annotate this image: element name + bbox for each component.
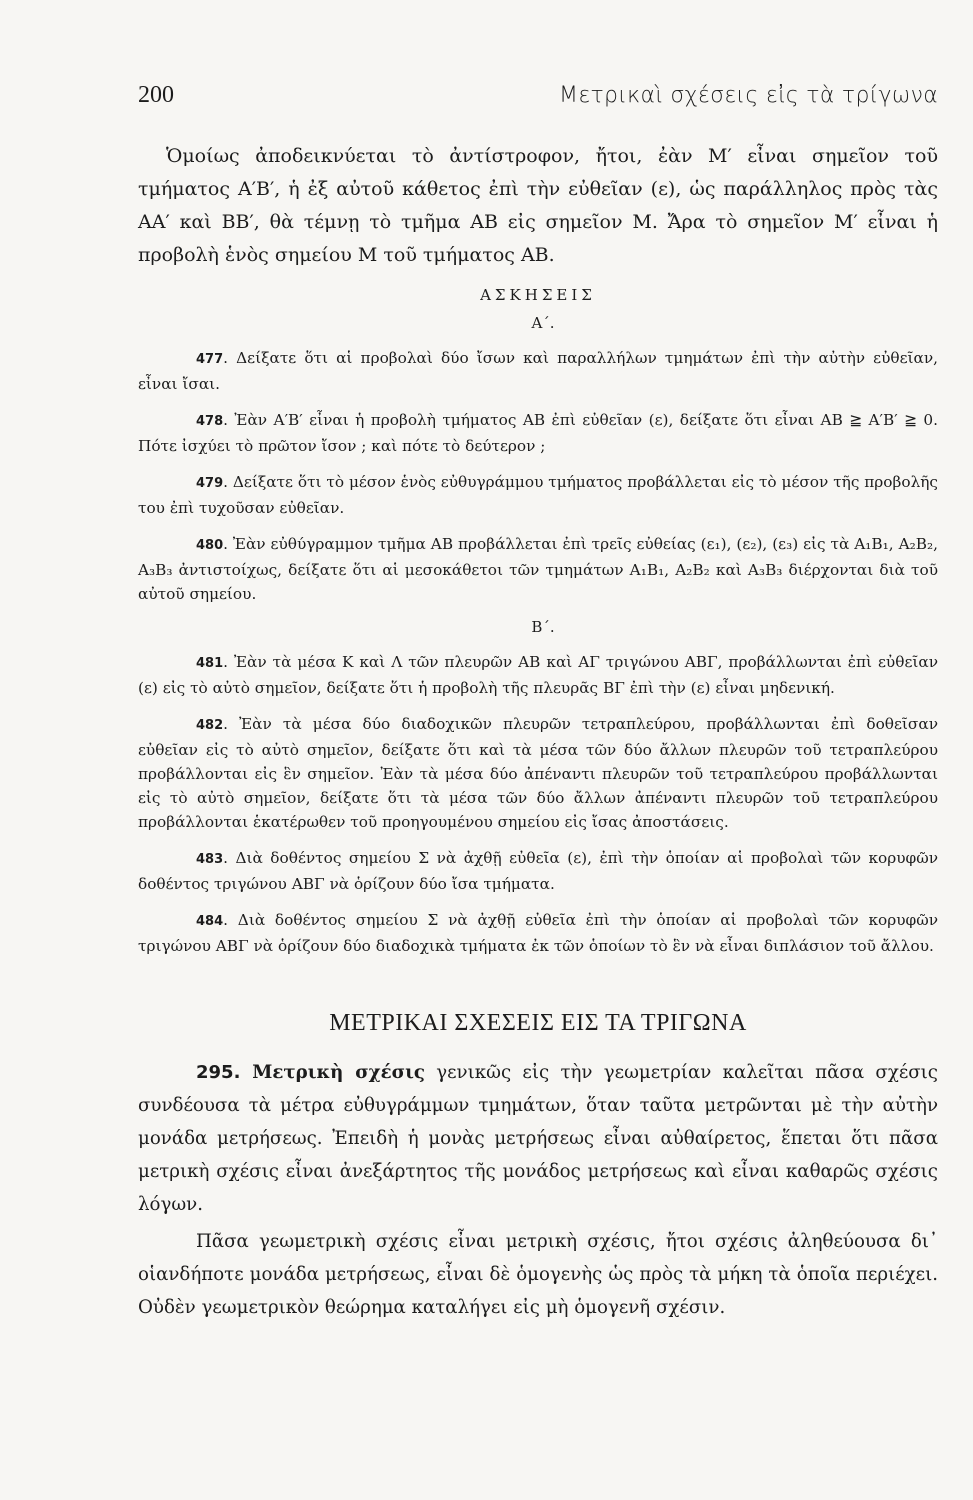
exercise-text: . Διὰ δοθέντος σημείου Σ νὰ ἀχθῇ εὐθεῖα (ε), ἐπὶ τὴν ὁποίαν αἱ προβολαὶ τῶν κορυφῶν δοθέντος τριγώνου ABΓ νὰ ὁρίζουν δύο ἴσα τμήματα. (138, 849, 938, 893)
part-b-label: Β΄. (531, 618, 555, 636)
exercise-number: 483 (196, 852, 224, 867)
exercise-text: . Διὰ δοθέντος σημείου Σ νὰ ἀχθῇ εὐθεῖα ἐπὶ τὴν ὁποίαν αἱ προβολαὶ τῶν κορυφῶν τριγώνου ABΓ νὰ ὁρίζουν δύο διαδοχικὰ τμήματα ἐκ τῶν ὁποίων τὸ ἓν νὰ εἶναι διπλάσιον τοῦ ἄλλου. (138, 911, 938, 955)
part-a-label: Α΄. (531, 314, 555, 332)
exercise-482 (138, 712, 938, 834)
exercise-number: 481 (196, 656, 224, 671)
exercise-text: . Ἐὰν εὐθύγραμμον τμῆμα AB προβάλλεται ἐπὶ τρεῖς εὐθείας (ε₁), (ε₂), (ε₃) εἰς τὰ A₁B₁, A₂B₂, A₃B₃ ἀντιστοίχως, δείξατε ὅτι αἱ μεσοκάθετοι τῶν τμημάτων A₁B₁, A₂B₂ καὶ A₃B₃ διέρχονται διὰ τοῦ αὐτοῦ σημείου. (138, 535, 938, 603)
exercise-text: . Δείξατε ὅτι τὸ μέσον ἑνὸς εὐθυγράμμου τμήματος προβάλλεται εἰς τὸ μέσον τῆς προβολῆς του ἐπὶ τυχοῦσαν εὐθεῖαν. (138, 473, 938, 517)
exercise-text: . Ἐὰν τὰ μέσα K καὶ Λ τῶν πλευρῶν AB καὶ AΓ τριγώνου ABΓ, προβάλλωνται ἐπὶ εὐθεῖαν (ε) εἰς τὸ αὐτὸ σημεῖον, δείξατε ὅτι ἡ προβολὴ τῆς πλευρᾶς BΓ ἐπὶ τὴν (ε) εἶναι μηδενική. (138, 653, 938, 697)
page-number: 200 (138, 82, 174, 108)
page-header (138, 82, 938, 122)
book-page (138, 82, 938, 1324)
exercise-480 (138, 532, 938, 606)
exercise-478 (138, 408, 938, 458)
exercise-text: . Ἐὰν τὰ μέσα δύο διαδοχικῶν πλευρῶν τετραπλεύρου, προβάλλωνται ἐπὶ δοθεῖσαν εὐθεῖαν εἰς τὸ αὐτὸ σημεῖον, δείξατε ὅτι καὶ τὰ μέσα τῶν δύο ἄλλων πλευρῶν τοῦ τετραπλεύρου προβάλλονται εἰς ἓν σημεῖον. Ἐὰν τὰ μέσα δύο ἀπέναντι πλευρῶν τοῦ τετραπλεύρου προβάλλωνται εἰς τὸ αὐτὸ σημεῖον, δείξατε ὅτι τὰ μέσα τῶν δύο ἄλλων ἀπέναντι πλευρῶν τοῦ τετραπλεύρου προβάλλονται ἑκατέρωθεν τοῦ προηγουμένου σημείου εἰς ἴσας ἀποστάσεις. (138, 715, 938, 831)
section-295-paragraph: 295. Μετρικὴ σχέσις γενικῶς εἰς τὴν γεωμετρίαν καλεῖται πᾶσα σχέσις συνδέουσα τὰ μέτρα εὐθυγράμμων τμημάτων, ὅταν ταῦτα μετρῶνται μὲ τὴν αὐτὴν μονάδα μετρήσεως. Ἐπειδὴ ἡ μονὰς μετρήσεως εἶναι αὐθαίρετος, ἕπεται ὅτι πᾶσα μετρικὴ σχέσις εἶναι ἀνεξάρτητος τῆς μονάδος μετρήσεως καὶ εἶναι καθαρῶς σχέσις λόγων. (138, 1062, 938, 1215)
chapter-title: ΜΕΤΡΙΚΑΙ ΣΧΕΣΕΙΣ ΕΙΣ ΤΑ ΤΡΙΓΩΝΑ (329, 1010, 747, 1036)
exercise-479 (138, 470, 938, 520)
exercise-481 (138, 650, 938, 700)
exercise-483 (138, 846, 938, 896)
exercise-number: 482 (196, 718, 224, 733)
intro-text: Ὁμοίως ἀποδεικνύεται τὸ ἀντίστροφον, ἤτοι, ἐὰν M′ εἶναι σημεῖον τοῦ τμήματος A′B′, ἡ ἐξ αὐτοῦ κάθετος ἐπὶ τὴν εὐθεῖαν (ε), ὡς παράλληλος πρὸς τὰς AA′ καὶ BB′, θὰ τέμνῃ τὸ τμῆμα AB εἰς σημεῖον M. Ἄρα τὸ σημεῖον M′ εἶναι ἡ προβολὴ ἑνὸς σημείου M τοῦ τμήματος AB. (138, 145, 938, 266)
exercise-484 (138, 908, 938, 958)
running-head: Μετρικαὶ σχέσεις εἰς τὰ τρίγωνα (559, 83, 938, 108)
exercise-number: 477 (196, 352, 224, 367)
exercise-number: 480 (196, 538, 224, 553)
exercise-477 (138, 346, 938, 396)
exercise-text: . Δείξατε ὅτι αἱ προβολαὶ δύο ἴσων καὶ παραλλήλων τμημάτων ἐπὶ τὴν αὐτὴν εὐθεῖαν, εἶναι ἴσαι. (138, 349, 938, 393)
exercises-title: ΑΣΚΗΣΕΙΣ (480, 286, 596, 304)
section-paragraph-1: γενικῶς εἰς τὴν γεωμετρίαν καλεῖται πᾶσα σχέσις συνδέουσα τὰ μέτρα εὐθυγράμμων τμημάτων, ὅταν ταῦτα μετρῶνται μὲ τὴν αὐτὴν μονάδα μετρήσεως. Ἐπειδὴ ἡ μονὰς μετρήσεως εἶναι αὐθαίρετος, ἕπεται ὅτι πᾶσα μετρικὴ σχέσις εἶναι ἀνεξάρτητος τῆς μονάδος μετρήσεως καὶ εἶναι καθαρῶς σχέσις λόγων. (138, 1062, 938, 1215)
exercise-number: 479 (196, 476, 224, 491)
exercise-number: 478 (196, 414, 224, 429)
section-term: Μετρικὴ σχέσις (252, 1062, 425, 1083)
exercise-number: 484 (196, 914, 224, 929)
exercise-text: . Ἐὰν A′B′ εἶναι ἡ προβολὴ τμήματος AB ἐπὶ εὐθεῖαν (ε), δείξατε ὅτι εἶναι AB ≧ A′B′ ≧ 0. Πότε ἰσχύει τὸ πρῶτον ἴσον ; καὶ πότε τὸ δεύτερον ; (138, 411, 938, 455)
section-paragraph-2: Πᾶσα γεωμετρικὴ σχέσις εἶναι μετρικὴ σχέσις, ἤτοι σχέσις ἀληθεύουσα δι᾽ οἱανδήποτε μονάδα μετρήσεως, εἶναι δὲ ὁμογενὴς ὡς πρὸς τὰ μήκη τὰ ὁποῖα περιέχει. Οὐδὲν γεωμετρικὸν θεώρημα καταλήγει εἰς μὴ ὁμογενῆ σχέσιν. (138, 1231, 938, 1318)
intro-paragraph (138, 140, 938, 272)
section-number: 295 (196, 1062, 234, 1083)
